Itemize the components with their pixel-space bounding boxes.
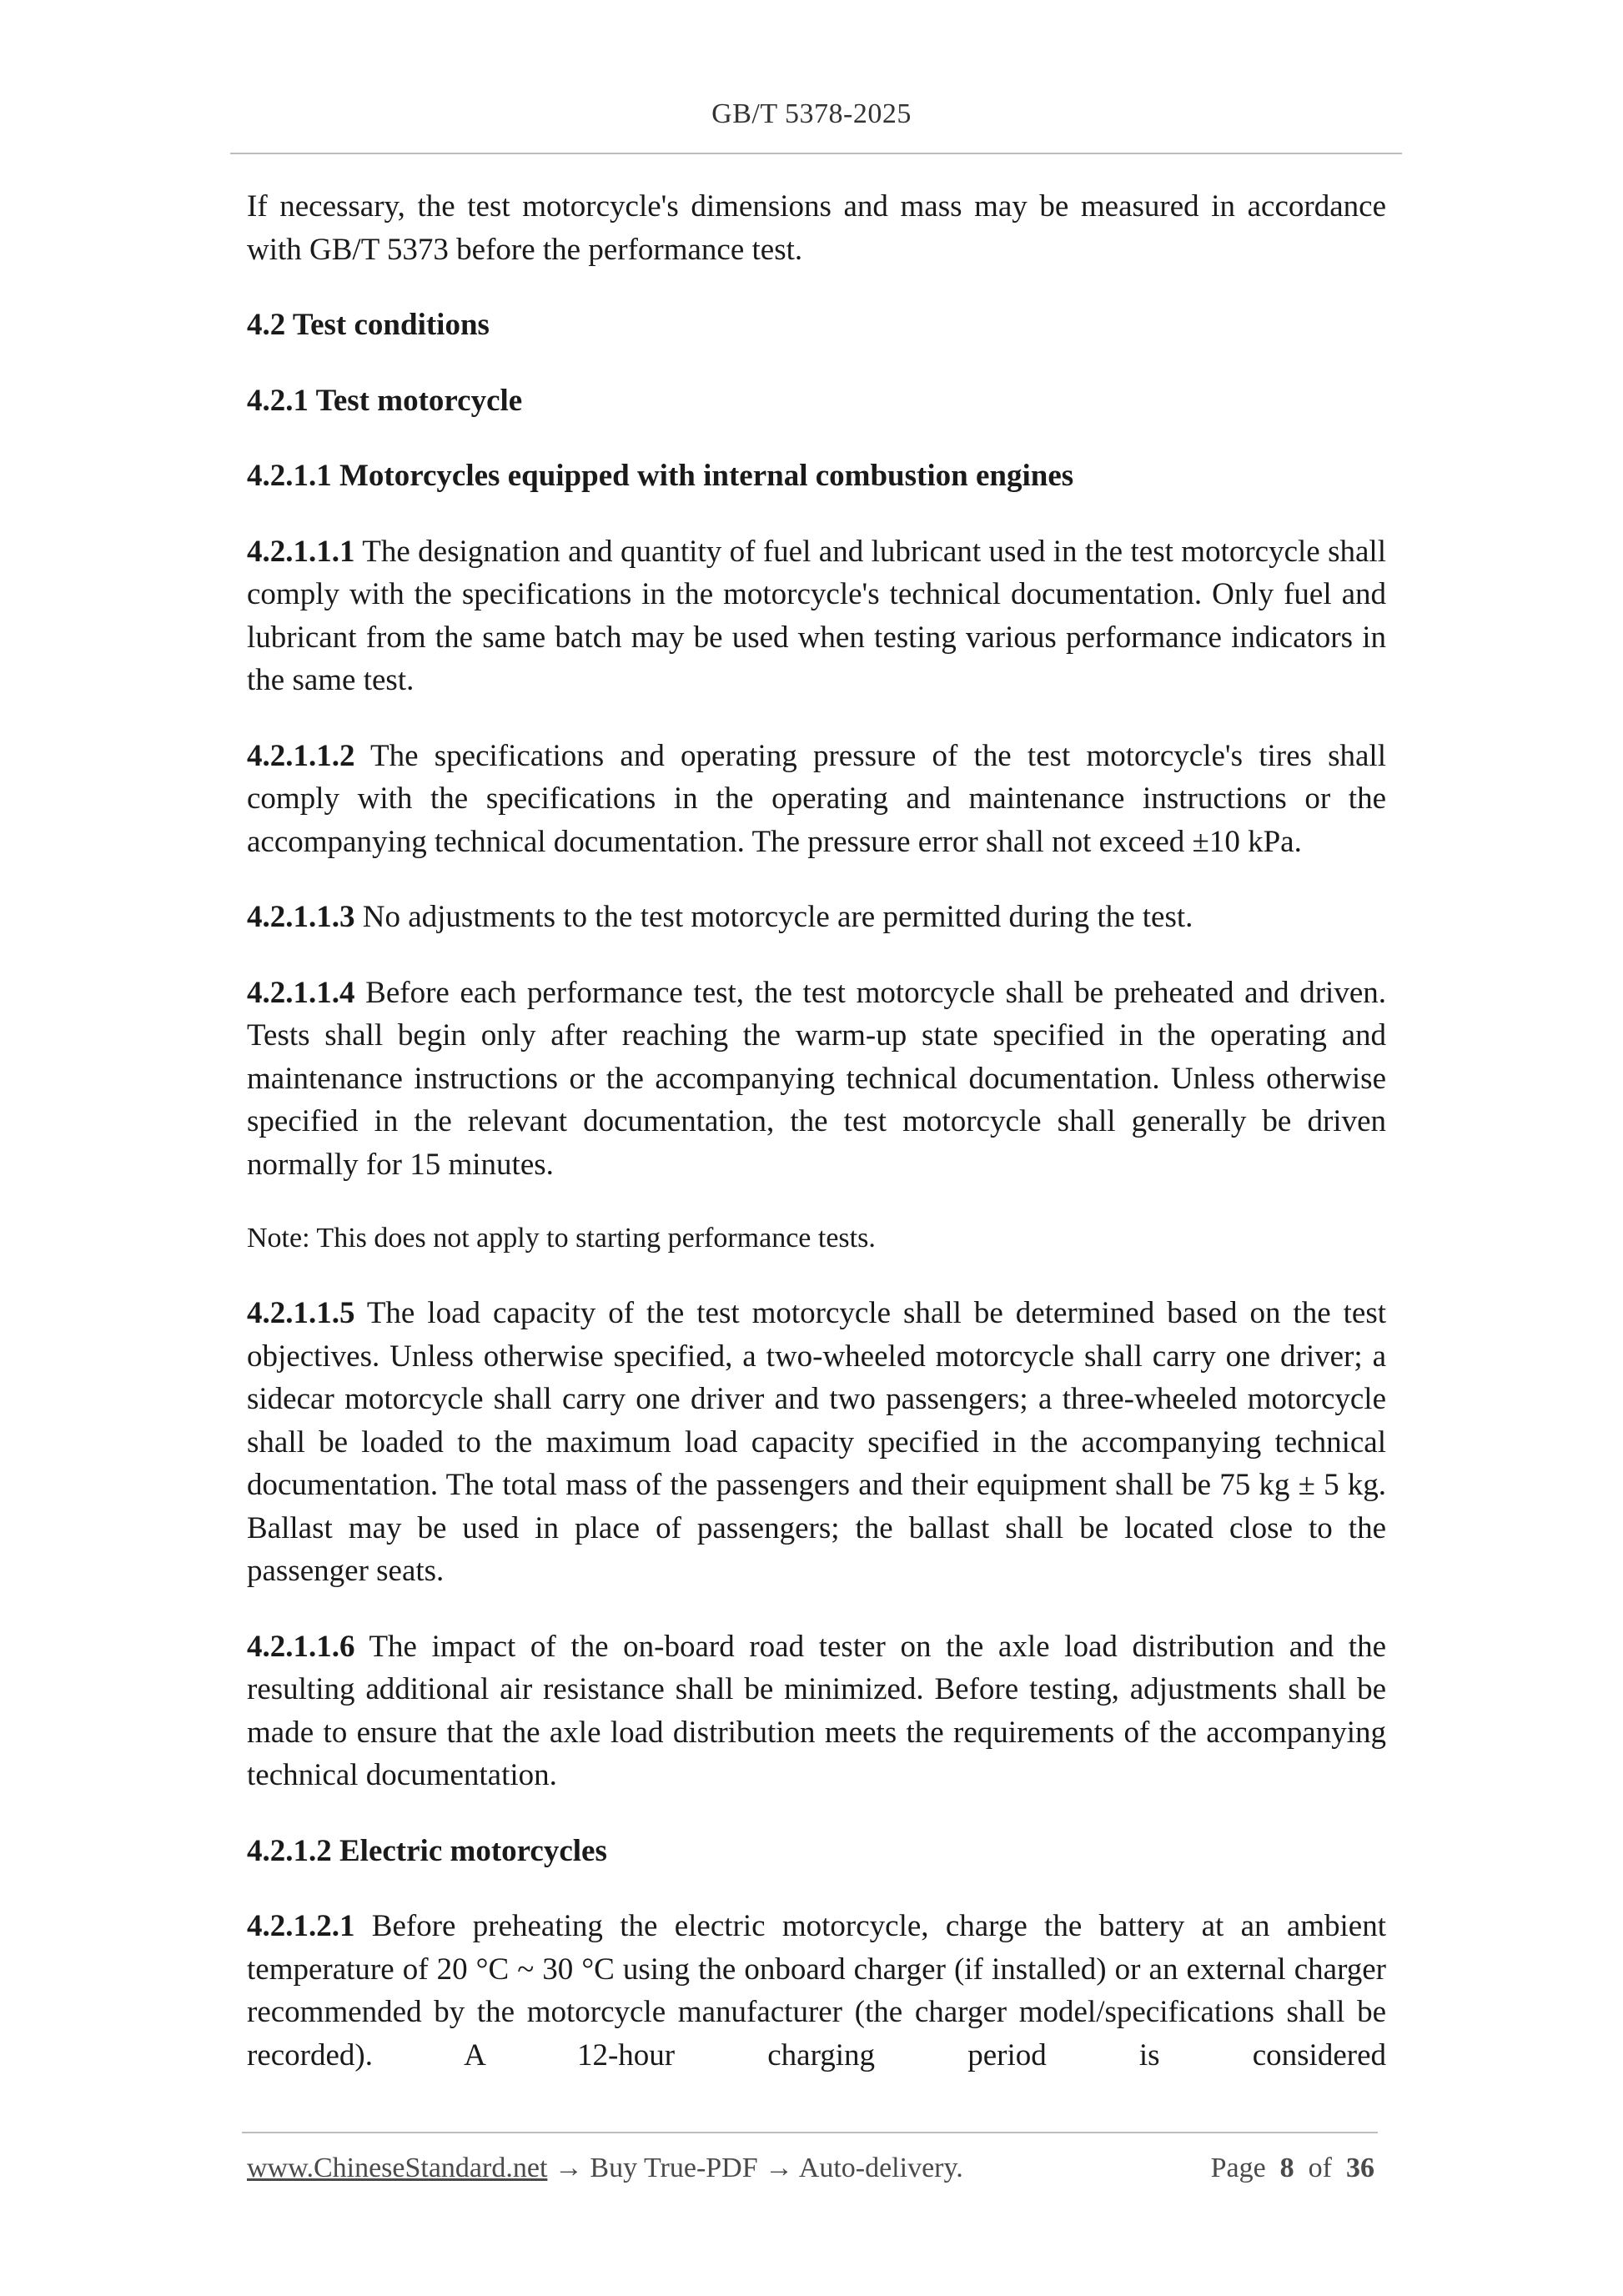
clause-text: The load capacity of the test motorcycle shall be determined based on the test objectives. Unless otherwise specified, a two-wheeled motorcycle shall carry one driver; a sidecar motorcycle shall carry one driver and two passengers; a three-wheeled motorcycle shall be loaded to the maximum load capacity specified in the accompanying technical documentation. The total mass of the passengers and their equipment shall be 75 kg ± 5 kg. Ballast may be used in place of passengers; the ballast shall be located close to the passenger seats. (247, 1296, 1386, 1588)
clause-text: No adjustments to the test motorcycle are permitted during the test. (354, 900, 1193, 934)
page-of-label: of (1308, 2153, 1332, 2183)
footer-promo (247, 2153, 963, 2184)
page-footer (247, 2153, 1374, 2194)
clause-text: Before each performance test, the test motorcycle shall be preheated and driven. Tests shall begin only after reaching the warm-up state specified in the operating and maintenance instructions or the accompanying technical documentation. Unless otherwise specified in the relevant documentation, the test motorcycle shall generally be driven normally for 15 minutes. (247, 975, 1386, 1182)
clause-number: 4.2.1.1.5 (247, 1296, 355, 1330)
page-current: 8 (1279, 2153, 1294, 2183)
clause-4-2-1-1-4 (247, 972, 1386, 1187)
auto-delivery-text: Auto-delivery. (798, 2153, 963, 2183)
clause-text: The designation and quantity of fuel and lubricant used in the test motorcycle shall comply with the specifications in the motorcycle's technical documentation. Only fuel and lubricant from the same batch may be used when testing various performance indicators in the same test. (247, 534, 1386, 697)
heading-4-2: 4.2 Test conditions (247, 308, 490, 342)
heading-4-2-1-1: 4.2.1.1 Motorcycles equipped with internal combustion engines (247, 459, 1074, 493)
clause-number: 4.2.1.2.1 (247, 1909, 355, 1943)
clause-number: 4.2.1.1.6 (247, 1629, 355, 1664)
clause-number: 4.2.1.1.4 (247, 975, 355, 1010)
clause-text: The impact of the on-board road tester on the axle load distribution and the resulting additional air resistance shall be minimized. Before testing, adjustments shall be made to ensure that the axle load distribution meets the requirements of the accompanying technical documentation. (247, 1629, 1386, 1792)
arrow-right-icon: → (765, 2153, 794, 2183)
clause-4-2-1-2-1 (247, 1905, 1386, 2077)
clause-4-2-1-1-5 (247, 1292, 1386, 1593)
page-indicator (1211, 2153, 1374, 2184)
chinesestandard-link[interactable]: www.ChineseStandard.net (247, 2153, 548, 2183)
clause-number: 4.2.1.1.3 (247, 900, 355, 934)
intro-paragraph: If necessary, the test motorcycle's dimensions and mass may be measured in accordance with GB/T 5373 before the performance test. (247, 189, 1386, 267)
clause-4-2-1-1-1 (247, 530, 1386, 702)
document-body (247, 185, 1386, 2077)
header-divider (230, 153, 1402, 154)
document-header-title: GB/T 5378-2025 (711, 98, 912, 129)
clause-text: Before preheating the electric motorcycle, charge the battery at an ambient temperature of 20 °C ~ 30 °C using the onboard charger (if installed) or an external charger recommended by the motorcycle manufacturer (the charger model/specifications shall be recorded). A 12-hour charging period is considered (247, 1909, 1386, 2072)
note-paragraph: Note: This does not apply to starting performance tests. (247, 1223, 876, 1254)
buy-true-pdf-text: Buy True-PDF (590, 2153, 758, 2183)
footer-divider (242, 2132, 1378, 2133)
clause-text: The specifications and operating pressure of the test motorcycle's tires shall comply with the specifications in the operating and maintenance instructions or the accompanying technical documentation. The pressure error shall not exceed ±10 kPa. (247, 738, 1386, 859)
heading-4-2-1: 4.2.1 Test motorcycle (247, 383, 523, 418)
clause-number: 4.2.1.1.2 (247, 738, 355, 773)
clause-4-2-1-1-3 (247, 896, 1386, 939)
arrow-right-icon: → (554, 2153, 583, 2183)
clause-4-2-1-1-2 (247, 735, 1386, 864)
clause-4-2-1-1-6 (247, 1625, 1386, 1797)
clause-number: 4.2.1.1.1 (247, 534, 355, 569)
heading-4-2-1-2: 4.2.1.2 Electric motorcycles (247, 1833, 607, 1868)
page-label: Page (1210, 2153, 1266, 2183)
page-total: 36 (1346, 2153, 1374, 2183)
